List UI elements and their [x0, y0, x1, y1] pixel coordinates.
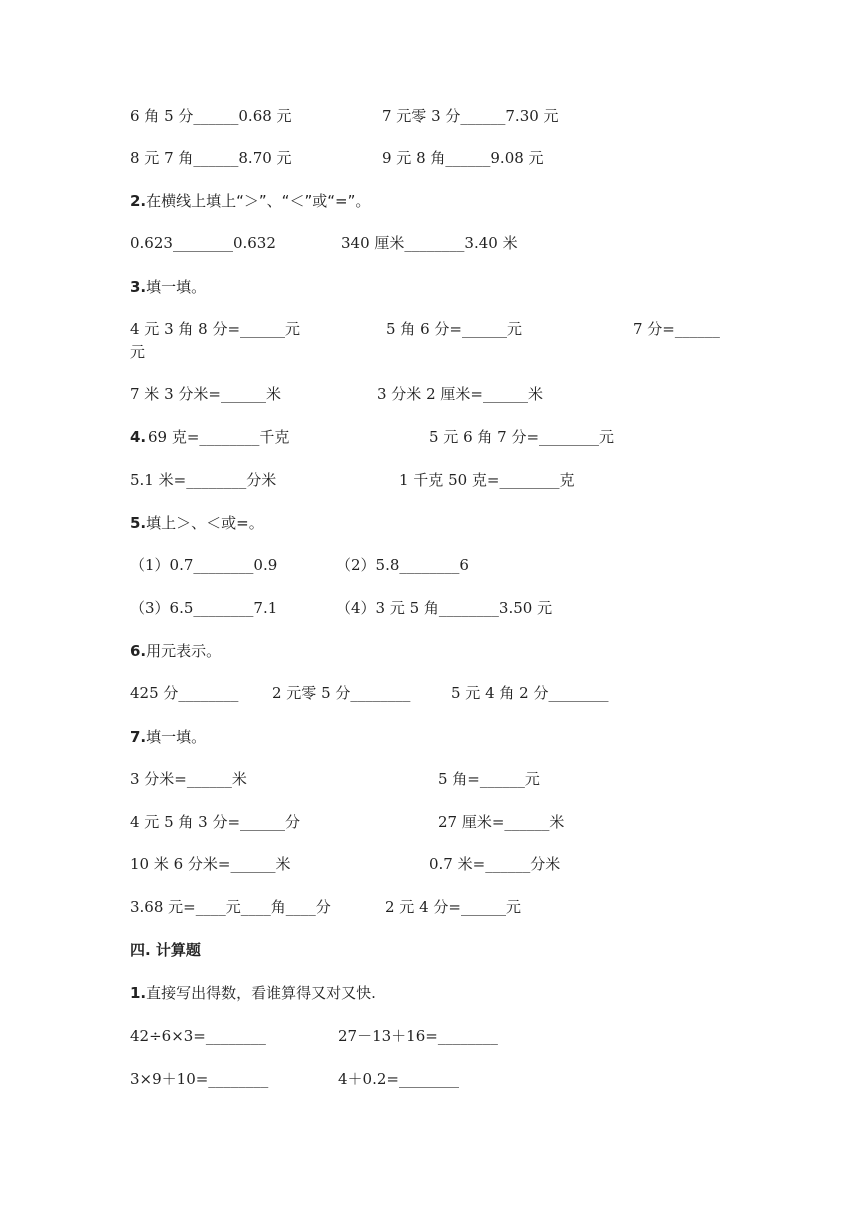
question-item: （3）6.5________7.1 [130, 599, 278, 617]
question-item: 1 千克 50 克=________克 [399, 471, 575, 489]
question-item: 4 元 3 角 8 分=______元 [130, 320, 301, 338]
question-heading [130, 981, 376, 1005]
question-item: 0.623________0.632 [130, 234, 276, 252]
question-number: 2. [130, 192, 147, 210]
section-title [130, 938, 201, 962]
question-heading [130, 511, 264, 535]
question-heading [130, 275, 206, 299]
question-item: 2 元零 5 分________ [272, 684, 411, 702]
question-item: （1）0.7________0.9 [130, 556, 278, 574]
question-item: 5 元 6 角 7 分=________元 [429, 428, 615, 446]
question-item: 27 厘米=______米 [438, 813, 565, 831]
question-item: 5 角=______元 [438, 770, 540, 788]
question-item: 4 元 5 角 3 分=______分 [130, 813, 301, 831]
question-number: 7. [130, 728, 147, 746]
question-item: 340 厘米________3.40 米 [341, 234, 518, 252]
question-item: 5 角 6 分=______元 [386, 320, 522, 338]
question-item: 7 元零 3 分______7.30 元 [382, 107, 559, 125]
question-item: 9 元 8 角______9.08 元 [382, 149, 544, 167]
question-item: （2）5.8________6 [336, 556, 469, 574]
question-text: 填上＞、＜或=。 [146, 514, 264, 532]
question-item: 3 分米=______米 [130, 770, 247, 788]
question-item: 0.7 米=______分米 [429, 855, 561, 873]
question-number: 5. [130, 514, 147, 532]
question-text: 填一填。 [146, 278, 207, 296]
question-item: 3×9＋10=________ [130, 1070, 269, 1088]
question-item: 2 元 4 分=______元 [385, 898, 521, 916]
question-item: 7 米 3 分米=______米 [130, 385, 281, 403]
question-item: 7 分=______ [633, 320, 720, 338]
question-number: 3. [130, 278, 147, 296]
question-item: 27－13＋16=________ [338, 1027, 498, 1045]
section-title-text: 四. 计算题 [130, 941, 201, 959]
question-text: 填一填。 [146, 728, 207, 746]
question-item: 8 元 7 角______8.70 元 [130, 149, 292, 167]
question-item: 10 米 6 分米=______米 [130, 855, 291, 873]
question-text: 直接写出得数，看谁算得又对又快. [146, 984, 376, 1002]
question-item: 5 元 4 角 2 分________ [451, 684, 609, 702]
question-item: 3 分米 2 厘米=______米 [377, 385, 543, 403]
question-text: 用元表示。 [146, 642, 222, 660]
question-number: 4. [130, 428, 147, 446]
question-heading [130, 639, 221, 663]
question-item: 元 [130, 343, 146, 361]
question-heading [130, 725, 206, 749]
question-item: （4）3 元 5 角________3.50 元 [336, 599, 553, 617]
question-heading [130, 189, 370, 213]
question-item: 42÷6×3=________ [130, 1027, 266, 1045]
question-item: 6 角 5 分______0.68 元 [130, 107, 292, 125]
question-number: 6. [130, 642, 147, 660]
question-item: 425 分________ [130, 684, 239, 702]
question-item: 5.1 米=________分米 [130, 471, 277, 489]
question-item: 3.68 元=____元____角____分 [130, 898, 331, 916]
question-item: 69 克=________千克 [148, 428, 290, 446]
question-number: 1. [130, 984, 147, 1002]
question-item: 4＋0.2=________ [338, 1070, 459, 1088]
question-text: 在横线上填上“＞”、“＜”或“=”。 [146, 192, 371, 210]
